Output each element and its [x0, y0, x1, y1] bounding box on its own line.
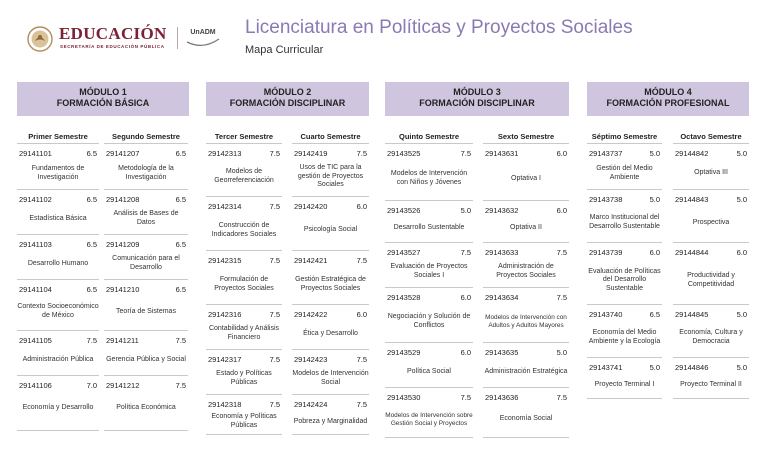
semester-title: Primer Semestre — [17, 130, 99, 144]
course-name: Gerencia Pública y Social — [106, 355, 186, 363]
course-name: Psicología Social — [303, 226, 358, 234]
course-name: Optativa III — [694, 169, 728, 177]
course-credits: 5.0 — [736, 149, 747, 158]
course-name: Gestión del Medio Ambiente — [596, 164, 653, 181]
course-name: Proyecto Terminal I — [594, 380, 655, 388]
semester-title: Octavo Semestre — [673, 130, 749, 144]
course-code: 29141212 — [106, 381, 140, 390]
course-code: 29141103 — [19, 240, 52, 249]
course-code: 29142421 — [294, 256, 328, 265]
course-name: Pobreza y Marginalidad — [293, 417, 368, 425]
course-credits: 6.5 — [175, 285, 186, 294]
course-name: Optativa I — [511, 174, 541, 182]
course-code: 29143741 — [589, 363, 623, 372]
course-code: 29144842 — [675, 149, 709, 158]
course-cell — [483, 206, 569, 243]
course-credits: 6.0 — [556, 149, 567, 158]
semester-title: Séptimo Semestre — [587, 130, 662, 144]
module-1 — [17, 82, 189, 411]
course-name: Evaluación de Políticas del Desarrollo Sustentable — [588, 267, 661, 292]
course-code: 29141211 — [106, 336, 139, 345]
course-cell — [385, 248, 473, 288]
course-credits: 6.5 — [86, 240, 97, 249]
course-name: Formulación de Proyectos Sociales — [214, 275, 274, 292]
course-cell — [587, 248, 662, 305]
course-cell — [483, 348, 569, 388]
unadm-wordmark: UnADM — [190, 29, 216, 36]
course-cell — [17, 381, 99, 431]
module-2 — [206, 82, 369, 429]
course-credits: 7.5 — [175, 336, 186, 345]
page-title: Licenciatura en Políticas y Proyectos Sociales — [245, 17, 633, 38]
module-2-header — [206, 82, 369, 116]
course-code: 29142314 — [208, 202, 242, 211]
course-code: 29141208 — [106, 195, 140, 204]
course-cell — [17, 195, 99, 235]
semester-title: Segundo Semestre — [104, 130, 188, 144]
course-code: 29143636 — [485, 393, 519, 402]
course-credits: 5.0 — [556, 348, 567, 357]
course-cell — [587, 310, 662, 358]
course-code: 29143737 — [589, 149, 623, 158]
course-cell — [483, 149, 569, 201]
course-credits: 5.0 — [736, 363, 747, 372]
course-code: 29144844 — [675, 248, 709, 257]
course-credits: 6.5 — [175, 195, 186, 204]
module-1-area: FORMACIÓN BÁSICA — [56, 98, 150, 108]
course-credits: 7.5 — [460, 393, 471, 402]
course-code: 29144843 — [675, 195, 709, 204]
semester-column — [292, 130, 369, 425]
page-subtitle: Mapa Curricular — [245, 44, 324, 56]
course-name: Gestión Estratégica de Proyectos Sociales — [295, 275, 366, 292]
course-credits: 7.5 — [356, 355, 367, 364]
course-cell — [104, 240, 188, 280]
course-name: Negociación y Solución de Conflictos — [387, 313, 471, 329]
course-code: 29144846 — [675, 363, 709, 372]
course-cell — [483, 248, 569, 288]
course-credits: 7.5 — [556, 293, 567, 302]
course-credits: 7.5 — [175, 381, 186, 390]
course-name: Contexto Socioeconómico de México — [17, 303, 99, 319]
semester-column — [587, 130, 662, 388]
course-cell — [17, 149, 99, 190]
course-cell — [104, 149, 188, 190]
module-3 — [385, 82, 569, 427]
course-credits: 5.0 — [649, 363, 660, 372]
course-credits: 6.5 — [175, 240, 186, 249]
course-cell — [292, 256, 369, 305]
course-cell — [385, 206, 473, 243]
course-code: 29143527 — [387, 248, 421, 257]
course-credits: 7.5 — [556, 248, 567, 257]
course-name: Marco Institucional del Desarrollo Sustentable — [589, 214, 660, 230]
course-name: Desarrollo Humano — [27, 259, 89, 267]
course-cell — [206, 310, 282, 350]
course-code: 29142317 — [208, 355, 242, 364]
course-code: 29141101 — [19, 149, 52, 158]
course-code: 29141104 — [19, 285, 52, 294]
course-credits: 6.5 — [175, 149, 186, 158]
course-credits: 7.5 — [269, 202, 280, 211]
course-cell — [104, 195, 188, 235]
course-code: 29141210 — [106, 285, 140, 294]
semester-column — [104, 130, 188, 411]
course-credits: 7.5 — [269, 256, 280, 265]
course-cell — [206, 256, 282, 305]
module-2-number: MÓDULO 2 — [263, 87, 312, 97]
course-cell — [673, 310, 749, 358]
course-code: 29141106 — [19, 381, 52, 390]
course-name: Metodología de la Investigación — [118, 164, 174, 181]
module-4-number: MÓDULO 4 — [644, 87, 692, 97]
course-code: 29142422 — [294, 310, 328, 319]
semester-column — [483, 130, 569, 423]
course-code: 29142423 — [294, 355, 328, 364]
course-code: 29141207 — [106, 149, 140, 158]
module-4-area: FORMACIÓN PROFESIONAL — [606, 98, 730, 108]
course-name: Economía, Cultura y Democracia — [679, 329, 743, 345]
course-code: 29141105 — [19, 336, 52, 345]
course-name: Política Social — [407, 367, 451, 375]
course-credits: 7.5 — [460, 248, 471, 257]
course-cell — [206, 355, 282, 395]
course-credits: 7.5 — [460, 149, 471, 158]
course-credits: 6.5 — [86, 285, 97, 294]
course-code: 29143530 — [387, 393, 421, 402]
course-cell — [292, 400, 369, 435]
module-1-header — [17, 82, 189, 116]
course-credits: 6.5 — [86, 195, 97, 204]
course-credits: 7.5 — [269, 149, 280, 158]
course-code: 29143739 — [589, 248, 623, 257]
course-name: Teoría de Sistemas — [116, 307, 176, 315]
course-cell — [206, 149, 282, 197]
semester-column — [17, 130, 99, 411]
course-cell — [483, 293, 569, 343]
course-name: Economía y Políticas Públicas — [211, 413, 277, 429]
course-name: Administración de Proyectos Sociales — [496, 263, 556, 279]
semester-title: Tercer Semestre — [206, 130, 282, 144]
course-code: 29142318 — [208, 400, 242, 409]
course-name: Modelos de Intervención con Adultos y Adultos Mayores — [485, 314, 567, 329]
course-name: Modelos de Georreferenciación — [214, 168, 274, 184]
course-code: 29143525 — [387, 149, 421, 158]
course-code: 29143740 — [589, 310, 623, 319]
course-code: 29142424 — [294, 400, 328, 409]
course-credits: 6.5 — [649, 310, 660, 319]
module-1-number: MÓDULO 1 — [79, 87, 127, 97]
course-name: Modelos de Intervención con Niños y Jóvenes — [390, 170, 468, 186]
course-credits: 7.5 — [356, 149, 367, 158]
course-credits: 5.0 — [649, 195, 660, 204]
course-credits: 7.5 — [356, 400, 367, 409]
module-3-area: FORMACIÓN DISCIPLINAR — [419, 98, 535, 108]
course-code: 29143528 — [387, 293, 421, 302]
course-name: Proyecto Terminal II — [680, 380, 742, 388]
course-cell — [673, 363, 749, 399]
course-code: 29142419 — [294, 149, 328, 158]
course-code: 29143632 — [485, 206, 519, 215]
course-credits: 6.0 — [736, 248, 747, 257]
course-cell — [673, 149, 749, 190]
course-name: Comunicación para el Desarrollo — [112, 255, 180, 271]
course-code: 29143635 — [485, 348, 519, 357]
course-cell — [17, 336, 99, 376]
course-name: Administración Pública — [22, 355, 94, 363]
course-code: 29143631 — [485, 149, 519, 158]
course-cell — [587, 363, 662, 399]
course-code: 29142420 — [294, 202, 328, 211]
page-header — [0, 0, 768, 66]
course-credits: 7.5 — [269, 400, 280, 409]
course-name: Evaluación de Proyectos Sociales I — [390, 263, 468, 279]
semester-column — [673, 130, 749, 388]
course-name: Modelos de Intervención sobre Gestión Social y Proyectos — [385, 411, 473, 427]
course-name: Ética y Desarrollo — [303, 329, 358, 337]
course-cell — [385, 149, 473, 201]
course-name: Administración Estratégica — [484, 367, 568, 375]
course-name: Economía y Desarrollo — [22, 403, 94, 411]
course-credits: 7.5 — [86, 336, 97, 345]
course-cell — [206, 202, 282, 251]
module-4-header — [587, 82, 749, 116]
course-cell — [292, 355, 369, 395]
course-name: Productividad y Competitividad — [687, 271, 735, 288]
course-name: Construcción de Indicadores Sociales — [211, 221, 277, 238]
semester-title: Sexto Semestre — [483, 130, 569, 144]
course-credits: 6.0 — [556, 206, 567, 215]
course-name: Contabilidad y Análisis Financiero — [208, 325, 280, 341]
course-cell — [17, 240, 99, 280]
course-cell — [385, 348, 473, 388]
course-cell — [17, 285, 99, 331]
course-name: Desarrollo Sustentable — [393, 224, 465, 232]
module-4 — [587, 82, 749, 388]
course-credits: 6.0 — [356, 310, 367, 319]
course-code: 29142315 — [208, 256, 242, 265]
course-code: 29141102 — [19, 195, 52, 204]
logo-wordmark: EDUCACIÓN — [59, 24, 167, 43]
course-cell — [673, 248, 749, 305]
course-cell — [587, 195, 662, 243]
course-credits: 7.5 — [356, 256, 367, 265]
national-seal-icon — [27, 26, 53, 52]
course-name: Estadística Básica — [29, 214, 87, 222]
course-name: Estado y Políticas Públicas — [216, 370, 272, 386]
semester-column — [206, 130, 282, 429]
course-name: Modelos de Intervención Social — [292, 370, 369, 386]
course-cell — [292, 202, 369, 251]
course-code: 29143633 — [485, 248, 519, 257]
course-code: 29141209 — [106, 240, 140, 249]
course-cell — [292, 310, 369, 350]
course-name: Usos de TIC para la gestión de Proyectos Sociales — [297, 164, 364, 189]
course-credits: 5.0 — [460, 206, 471, 215]
course-code: 29144845 — [675, 310, 709, 319]
module-3-header — [385, 82, 569, 116]
course-credits: 5.0 — [649, 149, 660, 158]
course-credits: 6.0 — [356, 202, 367, 211]
course-credits: 7.5 — [269, 355, 280, 364]
course-credits: 7.5 — [556, 393, 567, 402]
course-credits: 7.0 — [86, 381, 97, 390]
course-name: Fundamentos de Investigación — [31, 164, 85, 181]
course-cell — [587, 149, 662, 190]
course-credits: 6.0 — [460, 348, 471, 357]
semester-title: Quinto Semestre — [385, 130, 473, 144]
course-code: 29142313 — [208, 149, 242, 158]
course-name: Prospectiva — [692, 218, 730, 226]
course-credits: 5.0 — [736, 195, 747, 204]
course-cell — [104, 285, 188, 331]
course-credits: 7.5 — [269, 310, 280, 319]
course-code: 29142316 — [208, 310, 242, 319]
course-code: 29143529 — [387, 348, 421, 357]
logo-divider — [177, 27, 178, 49]
course-cell — [104, 336, 188, 376]
course-name: Optativa II — [510, 224, 542, 232]
course-cell — [385, 293, 473, 343]
course-cell — [104, 381, 188, 431]
course-code: 29143634 — [485, 293, 519, 302]
module-3-number: MÓDULO 3 — [453, 87, 501, 97]
course-credits: 6.5 — [86, 149, 97, 158]
course-cell — [385, 393, 473, 438]
logo-subtitle: SECRETARÍA DE EDUCACIÓN PÚBLICA — [60, 44, 165, 49]
course-credits: 5.0 — [736, 310, 747, 319]
course-cell — [483, 393, 569, 438]
course-credits: 6.0 — [649, 248, 660, 257]
course-name: Análisis de Bases de Datos — [113, 210, 179, 226]
module-2-area: FORMACIÓN DISCIPLINAR — [229, 98, 346, 108]
course-name: Política Económica — [116, 403, 176, 411]
semester-column — [385, 130, 473, 427]
course-name: Economía del Medio Ambiente y la Ecología — [588, 329, 661, 345]
course-code: 29143738 — [589, 195, 623, 204]
course-cell — [673, 195, 749, 243]
course-name: Economía Social — [499, 415, 553, 423]
course-code: 29143526 — [387, 206, 421, 215]
unadm-logo — [185, 28, 221, 48]
course-cell — [206, 400, 282, 435]
course-cell — [292, 149, 369, 197]
semester-title: Cuarto Semestre — [292, 130, 369, 144]
course-credits: 6.0 — [460, 293, 471, 302]
